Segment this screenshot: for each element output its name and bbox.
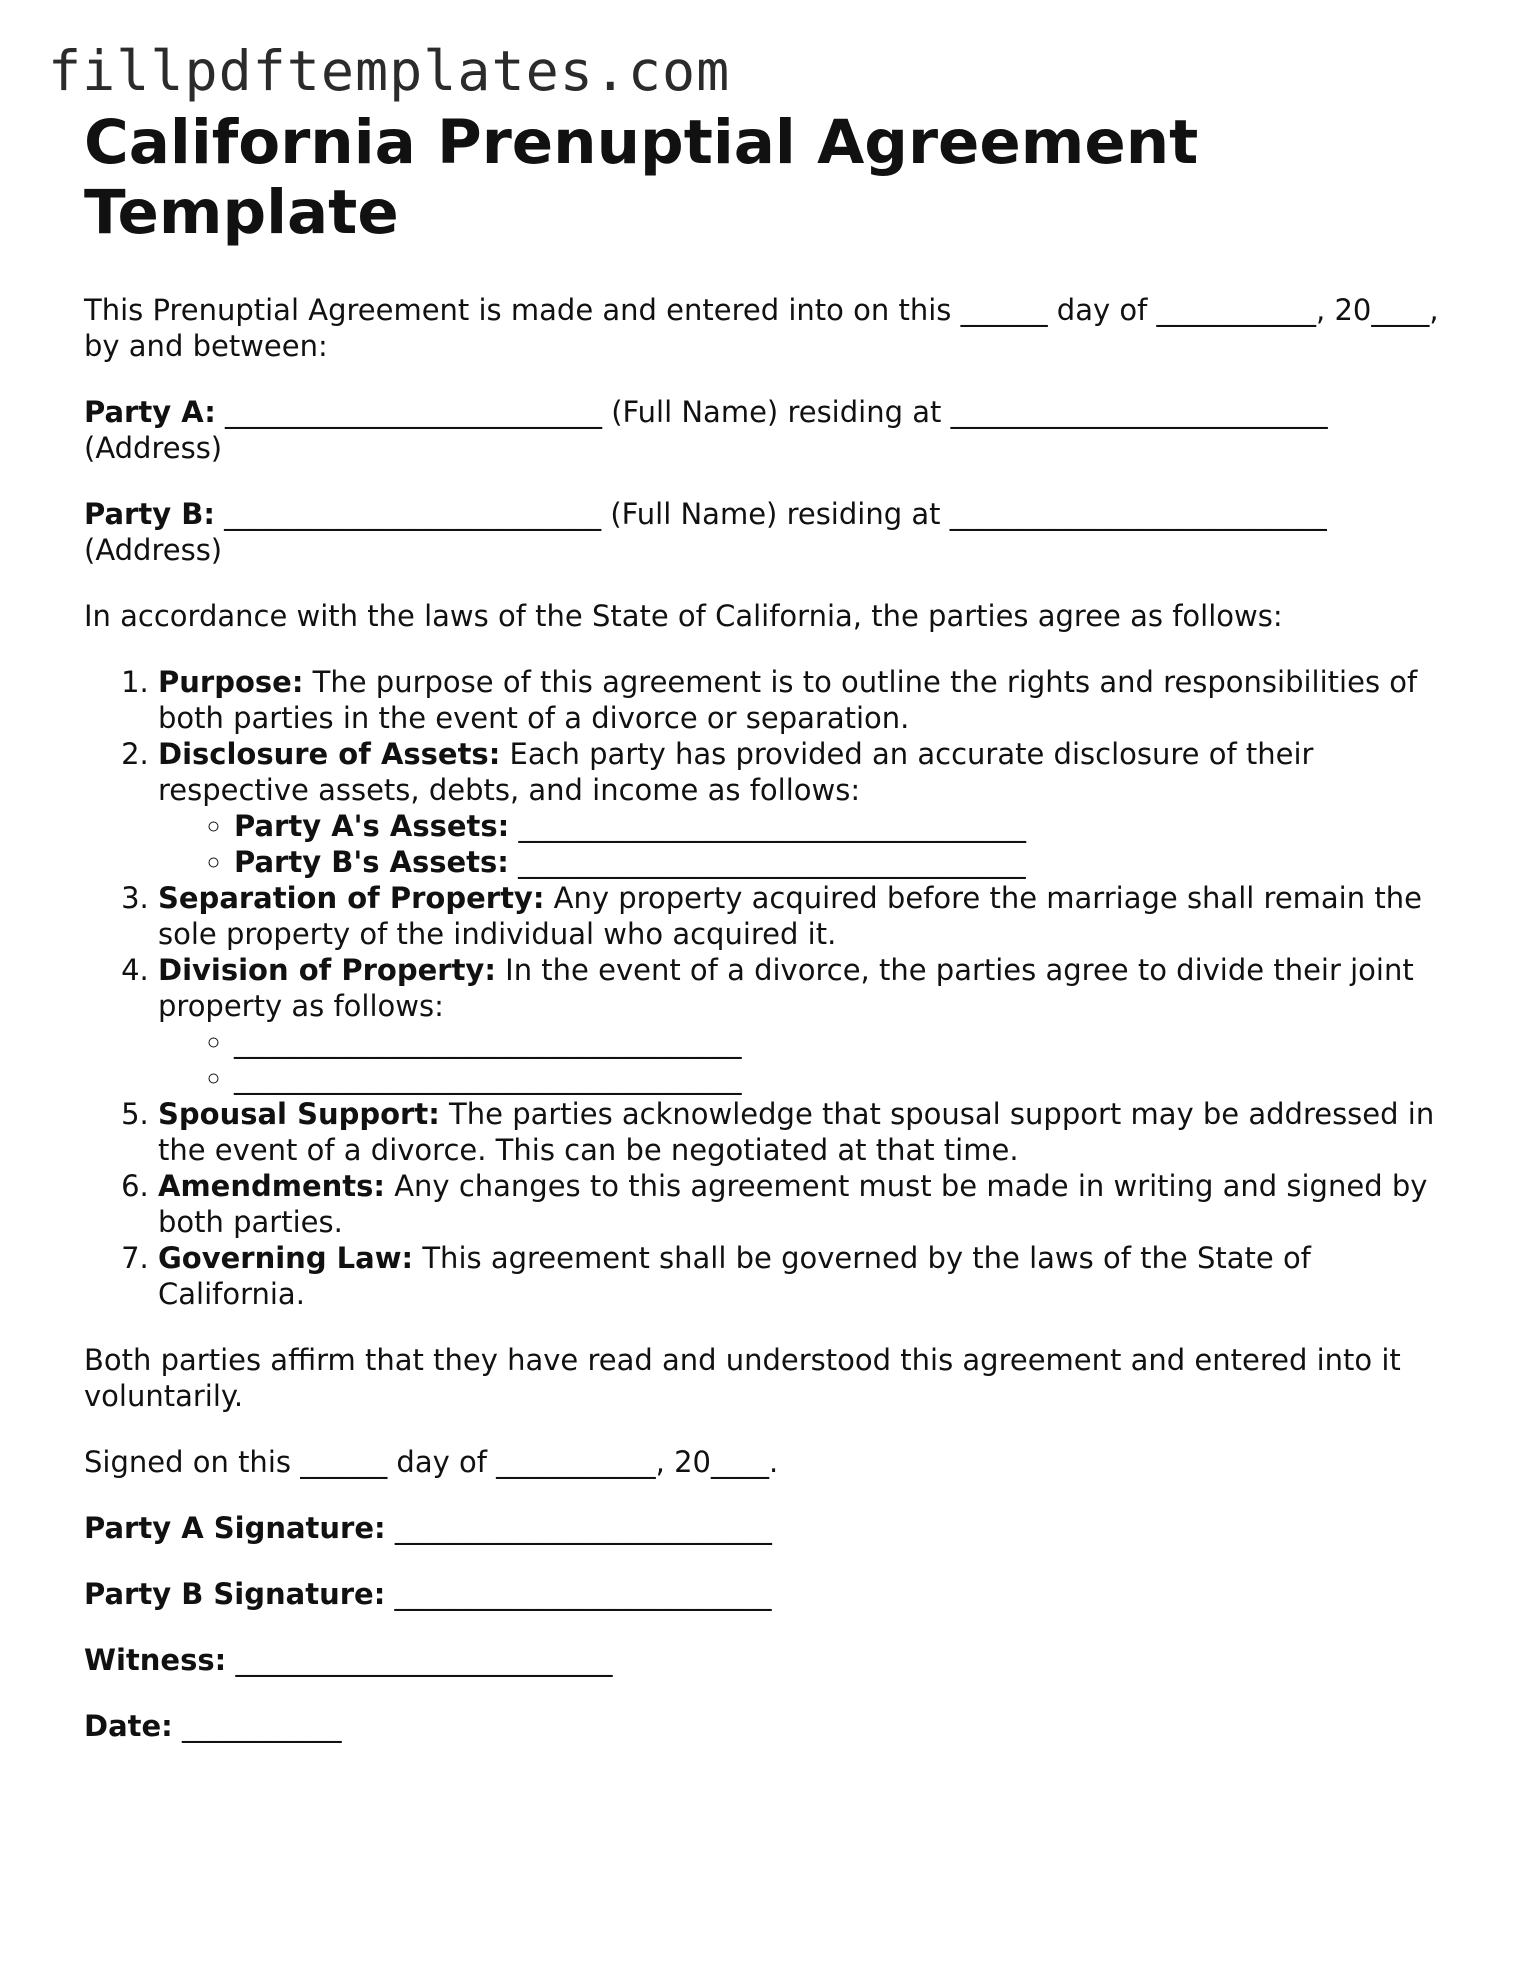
date-line <box>84 1708 1444 1744</box>
clause-purpose <box>158 664 1444 736</box>
division-list <box>158 1024 1444 1096</box>
clause-text: In the event of a divorce, the parties agree to divide their joint property as follows: <box>158 953 1414 1023</box>
clause-list <box>84 664 1444 1312</box>
asset-label: Party B's Assets: <box>234 845 509 879</box>
affirm-paragraph: Both parties affirm that they have read and understood this agreement and entered into it voluntarily. <box>84 1343 1401 1413</box>
asset-label: Party A's Assets: <box>234 809 510 843</box>
document-body <box>84 108 1444 1744</box>
signature-label: Date: <box>84 1709 173 1743</box>
party-b-assets <box>234 844 1444 880</box>
party-a-line <box>84 394 1444 466</box>
intro-paragraph: This Prenuptial Agreement is made and entered into on this ______ day of ___________, 20____, by and between: <box>84 293 1439 363</box>
party-a-label: Party A: <box>84 395 216 429</box>
clause-division <box>158 952 1444 1096</box>
signature-line: ___________ <box>172 1709 342 1743</box>
clause-title: Separation of Property: <box>158 881 545 915</box>
clause-spousal-support <box>158 1096 1444 1168</box>
clause-governing-law <box>158 1240 1444 1312</box>
division-item: ◦ ___________________________________ <box>234 1024 1444 1060</box>
party-b-fields: __________________________ (Full Name) residing at __________________________ (Address) <box>84 497 1327 567</box>
accordance-paragraph: In accordance with the laws of the State of California, the parties agree as follows: <box>84 599 1283 633</box>
party-b-line <box>84 496 1444 568</box>
party-a-signature <box>84 1510 1444 1546</box>
clause-amendments <box>158 1168 1444 1240</box>
clause-title: Spousal Support: <box>158 1097 440 1131</box>
watermark: fillpdftemplates.com <box>48 39 731 103</box>
clause-text: Any changes to this agreement must be made in writing and signed by both parties. <box>158 1169 1428 1239</box>
signature-label: Witness: <box>84 1643 227 1677</box>
clause-title: Disclosure of Assets: <box>158 737 501 771</box>
clause-title: Division of Property: <box>158 953 496 987</box>
party-b-signature <box>84 1576 1444 1612</box>
asset-list <box>158 808 1444 880</box>
signature-line: __________________________ <box>226 1643 613 1677</box>
party-a-fields: __________________________ (Full Name) residing at __________________________ (Address) <box>84 395 1328 465</box>
clause-title: Amendments: <box>158 1169 385 1203</box>
witness-signature <box>84 1642 1444 1678</box>
division-item: ◦ ___________________________________ <box>234 1060 1444 1096</box>
signature-label: Party B Signature: <box>84 1577 386 1611</box>
party-b-label: Party B: <box>84 497 215 531</box>
signed-on-line: Signed on this ______ day of ___________, 20____. <box>84 1445 779 1479</box>
clause-text: Each party has provided an accurate disclosure of their respective assets, debts, and income as follows: <box>158 737 1314 807</box>
clause-text: This agreement shall be governed by the laws of the State of California. <box>158 1241 1311 1311</box>
asset-blank: ___________________________________ <box>509 809 1026 843</box>
party-a-assets <box>234 808 1444 844</box>
clause-disclosure <box>158 736 1444 880</box>
clause-title: Governing Law: <box>158 1241 414 1275</box>
asset-blank: ___________________________________ <box>508 845 1026 879</box>
clause-separation <box>158 880 1444 952</box>
clause-text: The parties acknowledge that spousal support may be addressed in the event of a divorce. This can be negotiated at that time. <box>158 1097 1435 1167</box>
signature-line: __________________________ <box>385 1577 772 1611</box>
clause-title: Purpose: <box>158 665 304 699</box>
clause-text: Any property acquired before the marriage shall remain the sole property of the individual who acquired it. <box>158 881 1422 951</box>
signature-label: Party A Signature: <box>84 1511 386 1545</box>
signature-line: __________________________ <box>385 1511 772 1545</box>
clause-text: The purpose of this agreement is to outline the rights and responsibilities of both parties in the event of a divorce or separation. <box>158 665 1418 735</box>
page-title: California Prenuptial Agreement Template <box>84 107 1199 248</box>
